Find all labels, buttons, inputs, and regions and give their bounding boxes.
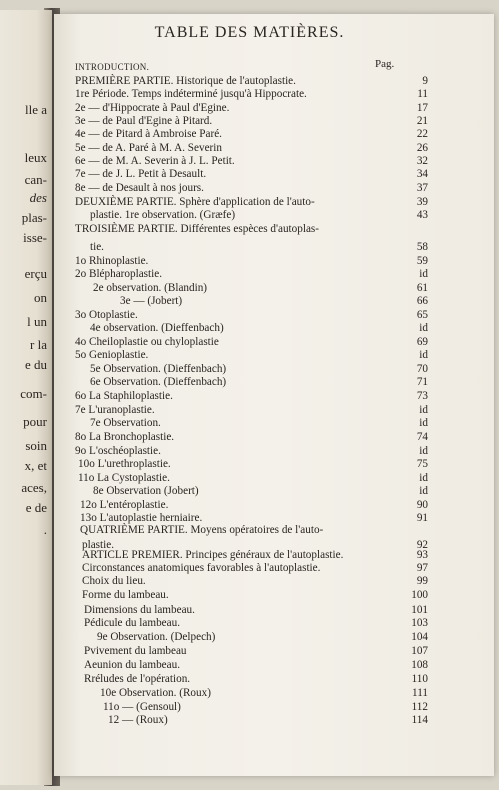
toc-entry-text: 8o La Bronchoplastie. bbox=[75, 431, 175, 443]
toc-entry-text: Circonstances anatomiques favorables à l'autoplastie. bbox=[82, 562, 321, 574]
toc-entry-text: 9o L'oschéoplastie. bbox=[75, 445, 161, 457]
toc-entry bbox=[0, 168, 499, 181]
left-page-text: pour bbox=[23, 414, 47, 429]
toc-entry bbox=[0, 631, 499, 644]
toc-entry bbox=[0, 363, 499, 376]
toc-entry bbox=[0, 255, 499, 268]
toc-entry-text: 6e — de M. A. Severin à J. L. Petit. bbox=[75, 155, 235, 167]
toc-entry-page: id bbox=[419, 417, 428, 429]
toc-entry bbox=[0, 445, 499, 458]
toc-entry bbox=[0, 589, 499, 602]
toc-entry-text: plastie. 1re observation. (Græfe) bbox=[90, 209, 236, 221]
toc-entry-page: 93 bbox=[416, 549, 428, 561]
toc-entry bbox=[0, 390, 499, 403]
toc-entry-page: 103 bbox=[411, 617, 428, 629]
toc-entry bbox=[0, 282, 499, 295]
toc-entry bbox=[0, 604, 499, 617]
left-page-text: soin bbox=[25, 438, 47, 453]
toc-entry bbox=[0, 115, 499, 128]
toc-entry-page: 111 bbox=[412, 687, 428, 699]
left-page-text: lle a bbox=[24, 102, 47, 117]
toc-entry-text: 7e — de J. L. Petit à Desault. bbox=[75, 168, 207, 180]
toc-entry-text: 3e — (Jobert) bbox=[120, 295, 183, 307]
toc-entry-text: 11o — (Gensoul) bbox=[103, 701, 181, 713]
left-page-text: leux bbox=[24, 150, 47, 165]
toc-entry-page: 75 bbox=[416, 458, 428, 470]
toc-entry-text: 5o Genioplastie. bbox=[75, 349, 149, 361]
toc-entry-page: 11 bbox=[417, 88, 428, 100]
toc-entry-text: 4e observation. (Dieffenbach) bbox=[90, 322, 224, 334]
toc-entry-page: 9 bbox=[422, 75, 428, 87]
toc-entry-text: 2e observation. (Blandin) bbox=[93, 282, 208, 294]
left-page-text: e du bbox=[24, 357, 47, 372]
toc-entry-page: id bbox=[419, 445, 428, 457]
toc-entry-page: 97 bbox=[416, 562, 428, 574]
toc-entry-text: 12 — (Roux) bbox=[108, 714, 168, 726]
toc-entry bbox=[0, 524, 499, 537]
toc-entry-text: Aeunion du lambeau. bbox=[84, 659, 181, 671]
left-page-text: isse- bbox=[23, 230, 47, 245]
page-column-label: Pag. bbox=[375, 58, 395, 70]
left-page-text: des bbox=[29, 190, 47, 205]
toc-entry-page: id bbox=[419, 404, 428, 416]
toc-entry-page: 21 bbox=[416, 115, 428, 127]
toc-entry bbox=[0, 241, 499, 254]
toc-entry-text: 11o La Cystoplastie. bbox=[78, 472, 170, 484]
toc-entry-page: 108 bbox=[411, 659, 428, 671]
toc-entry bbox=[0, 485, 499, 498]
toc-entry-page: 71 bbox=[416, 376, 428, 388]
toc-entry-page: 61 bbox=[416, 282, 428, 294]
toc-entry-page: 34 bbox=[416, 168, 428, 180]
toc-entry-page: 114 bbox=[411, 714, 428, 726]
toc-entry bbox=[0, 75, 499, 88]
toc-entry-text: 6o La Staphiloplastie. bbox=[75, 390, 173, 402]
toc-entry-text: 2o Blépharoplastie. bbox=[75, 268, 162, 280]
toc-entry bbox=[0, 659, 499, 672]
left-page-text: e de bbox=[25, 500, 47, 515]
toc-entry bbox=[0, 128, 499, 141]
toc-entry bbox=[0, 472, 499, 485]
toc-entry-text: Choix du lieu. bbox=[82, 575, 146, 587]
toc-entry-page: 39 bbox=[416, 196, 428, 208]
toc-entry-text: 3o Otoplastie. bbox=[75, 309, 138, 321]
left-page-text: on bbox=[34, 290, 47, 305]
toc-entry-page: 26 bbox=[416, 142, 428, 154]
toc-entry-page: id bbox=[419, 485, 428, 497]
left-page-text: erçu bbox=[24, 266, 47, 281]
toc-entry-page: 91 bbox=[416, 512, 428, 524]
toc-entry bbox=[0, 673, 499, 686]
toc-entry-text: 5e Observation. (Dieffenbach) bbox=[90, 363, 227, 375]
toc-entry-page: 65 bbox=[416, 309, 428, 321]
left-page-text: . bbox=[43, 522, 47, 537]
toc-entry-page: 104 bbox=[411, 631, 428, 643]
toc-entry bbox=[0, 714, 499, 727]
toc-entry bbox=[0, 404, 499, 417]
toc-entry bbox=[0, 575, 499, 588]
toc-entry-text: PREMIÈRE PARTIE. Historique de l'autoplastie. bbox=[75, 75, 296, 87]
toc-entry-text: 1re Période. Temps indéterminé jusqu'à Hippocrate. bbox=[75, 88, 307, 100]
toc-entry-page: 100 bbox=[411, 589, 428, 601]
toc-entry-text: Dimensions du lambeau. bbox=[84, 604, 195, 616]
toc-entry bbox=[0, 431, 499, 444]
toc-entry-page: 66 bbox=[416, 295, 428, 307]
toc-entry-text: ARTICLE PREMIER. Principes généraux de l'autoplastie. bbox=[82, 549, 344, 561]
toc-entry bbox=[0, 142, 499, 155]
toc-entry-page: 110 bbox=[411, 673, 428, 685]
toc-entry-text: plastie. bbox=[82, 539, 115, 551]
toc-entry-page: 92 bbox=[416, 539, 428, 551]
toc-entry-text: 1o Rhinoplastie. bbox=[75, 255, 149, 267]
toc-entry-page: 101 bbox=[411, 604, 428, 616]
toc-entry-page: 107 bbox=[411, 645, 428, 657]
page-title: TABLE DES MATIÈRES. bbox=[154, 24, 345, 41]
toc-entry-page: 99 bbox=[416, 575, 428, 587]
toc-entry-text: Pédicule du lambeau. bbox=[84, 617, 180, 629]
toc-entry bbox=[0, 499, 499, 512]
toc-entry-page: 73 bbox=[416, 390, 428, 402]
toc-entry bbox=[0, 562, 499, 575]
toc-entry bbox=[0, 687, 499, 700]
toc-entry-page: id bbox=[419, 349, 428, 361]
toc-entry bbox=[0, 309, 499, 322]
left-page-text: aces, bbox=[21, 480, 47, 495]
toc-entry bbox=[0, 701, 499, 714]
toc-entry-text: 10o L'urethroplastie. bbox=[78, 458, 171, 470]
toc-entry-page: 70 bbox=[416, 363, 428, 375]
toc-entry-page: id bbox=[419, 322, 428, 334]
toc-entry bbox=[0, 155, 499, 168]
toc-entry bbox=[0, 182, 499, 195]
toc-entry bbox=[0, 62, 499, 75]
toc-entry bbox=[0, 349, 499, 362]
toc-entry-text: TROISIÈME PARTIE. Différentes espèces d'autoplas- bbox=[75, 223, 319, 235]
toc-entry-text: 7e Observation. bbox=[90, 417, 161, 429]
toc-entry-page: 22 bbox=[416, 128, 428, 140]
toc-entry bbox=[0, 102, 499, 115]
toc-entry bbox=[0, 209, 499, 222]
toc-entry-text: 4e — de Pitard à Ambroise Paré. bbox=[75, 128, 222, 140]
toc-entry-text: 2e — d'Hippocrate à Paul d'Egine. bbox=[75, 102, 230, 114]
toc-entry-text: Forme du lambeau. bbox=[82, 589, 169, 601]
toc-entry-text: 13o L'autoplastie herniaire. bbox=[80, 512, 203, 524]
toc-entry-page: 58 bbox=[416, 241, 428, 253]
left-page-text: com- bbox=[20, 386, 47, 401]
toc-entry-text: 12o L'entéroplastie. bbox=[80, 499, 169, 511]
toc-entry-text: QUATRIÈME PARTIE. Moyens opératoires de l'auto- bbox=[80, 524, 324, 536]
left-page-text: l un bbox=[27, 314, 47, 329]
toc-entry bbox=[0, 617, 499, 630]
toc-entry-page: 43 bbox=[416, 209, 428, 221]
toc-entry-text: 8e — de Desault à nos jours. bbox=[75, 182, 204, 194]
left-page-text: plas- bbox=[21, 210, 47, 225]
toc-entry bbox=[0, 88, 499, 101]
toc-entry-page: 37 bbox=[416, 182, 428, 194]
left-page-text: can- bbox=[24, 172, 47, 187]
toc-entry bbox=[0, 295, 499, 308]
toc-entry-text: 4o Cheiloplastie ou chyloplastie bbox=[75, 336, 219, 348]
toc-entry-text: Rréludes de l'opération. bbox=[84, 673, 191, 685]
toc-entry-text: Pvivement du lambeau bbox=[84, 645, 187, 657]
toc-entry-text: DEUXIÈME PARTIE. Sphère d'application de l'auto- bbox=[75, 196, 315, 208]
toc-entry bbox=[0, 336, 499, 349]
toc-entry-text: INTRODUCTION. bbox=[75, 62, 150, 72]
toc-entry-page: 74 bbox=[416, 431, 428, 443]
toc-entry bbox=[0, 196, 499, 209]
left-page-text: r la bbox=[30, 337, 47, 352]
toc-entry-page: 32 bbox=[416, 155, 428, 167]
toc-entry bbox=[0, 322, 499, 335]
toc-entry-page: 112 bbox=[411, 701, 428, 713]
toc-entry bbox=[0, 645, 499, 658]
toc-entry-page: 69 bbox=[416, 336, 428, 348]
toc-entry bbox=[0, 417, 499, 430]
toc-entry-text: 5e — de A. Paré à M. A. Severin bbox=[75, 142, 222, 154]
toc-entry bbox=[0, 268, 499, 281]
toc-entry-text: 3e — de Paul d'Egine à Pitard. bbox=[75, 115, 213, 127]
toc-entry-text: 9e Observation. (Delpech) bbox=[97, 631, 216, 643]
toc-entry-page: 90 bbox=[416, 499, 428, 511]
toc-entry-text: 6e Observation. (Dieffenbach) bbox=[90, 376, 227, 388]
toc-entry bbox=[0, 376, 499, 389]
left-page-text: x, et bbox=[24, 458, 47, 473]
toc-entry bbox=[0, 223, 499, 236]
toc-entry-text: 7e L'uranoplastie. bbox=[75, 404, 155, 416]
toc-entry-text: 8e Observation (Jobert) bbox=[93, 485, 199, 497]
toc-entry-text: tie. bbox=[90, 241, 104, 253]
toc-entry-page: 59 bbox=[416, 255, 428, 267]
toc-entry-page: id bbox=[419, 472, 428, 484]
toc-entry bbox=[0, 549, 499, 562]
toc-entry-text: 10e Observation. (Roux) bbox=[100, 687, 211, 699]
toc-entry-page: 17 bbox=[416, 102, 428, 114]
toc-entry bbox=[0, 458, 499, 471]
toc-entry-page: id bbox=[419, 268, 428, 280]
